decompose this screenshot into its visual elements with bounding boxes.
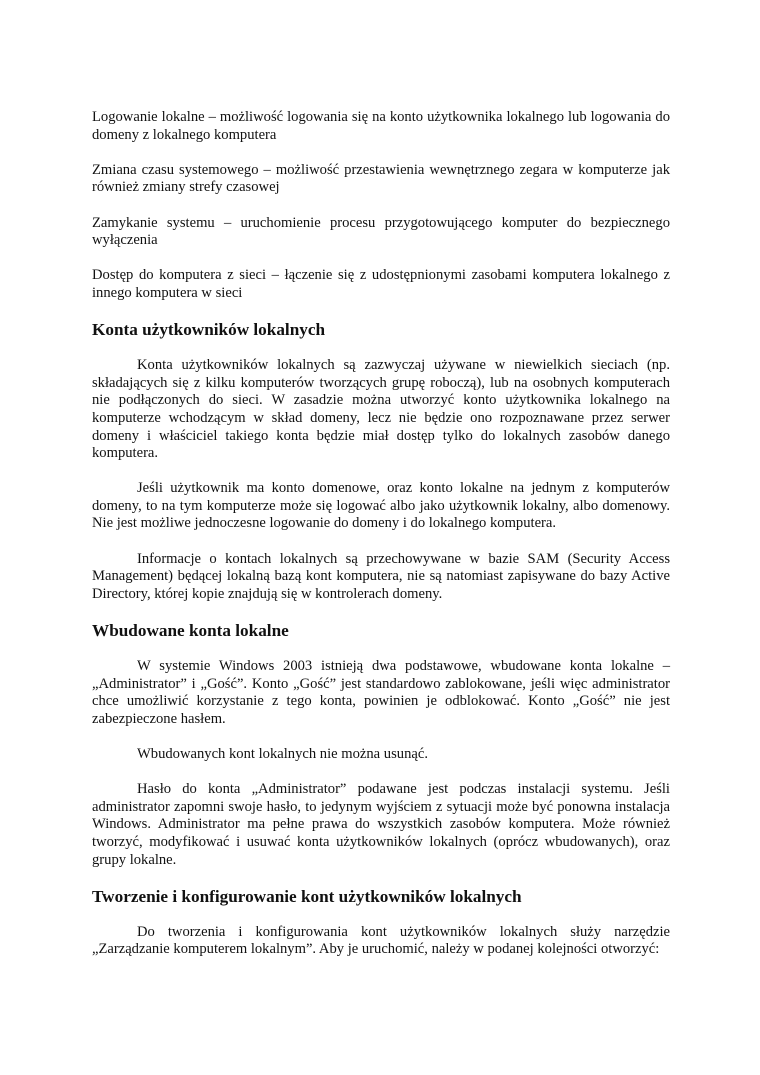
paragraph: Konta użytkowników lokalnych są zazwyczaj używane w niewielkich sieciach (np. składających się z kilku komputerów tworzących grupę roboczą), lub na osobnych komputerach nie podłączonych do sieci. W zasadzie można utworzyć konto użytkownika lokalnego na komputerze wchodzącym w skład domeny, lecz nie będzie ono rozpoznawane przez serwer domeny i właściciel takiego konta będzie miał dostęp tylko do lokalnych zasobów danego komputera. [92,357,670,462]
paragraph: W systemie Windows 2003 istnieją dwa podstawowe, wbudowane konta lokalne – „Administrator” i „Gość”. Konto „Gość” jest standardowo zablokowane, jeśli więc administrator chce umożliwić korzystanie z tego konta, powinien je odblokować. Konto „Gość” nie jest zabezpieczone hasłem. [92,658,670,727]
text-column [92,109,670,977]
paragraph: Hasło do konta „Administrator” podawane jest podczas instalacji systemu. Jeśli administrator zapomni swoje hasło, to jedynym wyjściem z sytuacji może być ponowna instalacja Windows. Administrator ma pełne prawa do wszystkich zasobów komputera. Może również tworzyć, modyfikować i usuwać konta użytkowników lokalnych (oprócz wbudowanych), oraz grupy lokalne. [92,781,670,868]
intro-item: Zmiana czasu systemowego – możliwość przestawienia wewnętrznego zegara w komputerze jak również zmiany strefy czasowej [92,161,670,196]
paragraph: Informacje o kontach lokalnych są przechowywane w bazie SAM (Security Access Management) będącej lokalną bazą kont komputera, nie są natomiast zapisywane do bazy Active Directory, której kopie znajdują się w kontrolerach domeny. [92,550,670,602]
section-heading: Wbudowane konta lokalne [92,621,289,641]
section-heading: Tworzenie i konfigurowanie kont użytkowników lokalnych [92,886,522,906]
intro-item: Dostęp do komputera z sieci – łączenie się z udostępnionymi zasobami komputera lokalnego z innego komputera w sieci [92,267,670,301]
intro-item: Zamykanie systemu – uruchomienie procesu przygotowującego komputer do bezpiecznego wyłączenia [92,214,670,249]
intro-item: Logowanie lokalne – możliwość logowania się na konto użytkownika lokalnego lub logowania do domeny z lokalnego komputera [92,109,670,143]
paragraph: Do tworzenia i konfigurowania kont użytkowników lokalnych służy narzędzie „Zarządzanie komputerem lokalnym”. Aby je uruchomić, należy w podanej kolejności otworzyć: [92,923,670,958]
paragraph: Wbudowanych kont lokalnych nie można usunąć. [137,746,428,762]
paragraph: Jeśli użytkownik ma konto domenowe, oraz konto lokalne na jednym z komputerów domeny, to na tym komputerze może się logować albo jako użytkownik lokalny, albo domenowy. Nie jest możliwe jednoczesne logowanie do domeny i do lokalnego komputera. [92,480,670,532]
section-heading: Konta użytkowników lokalnych [92,320,326,340]
